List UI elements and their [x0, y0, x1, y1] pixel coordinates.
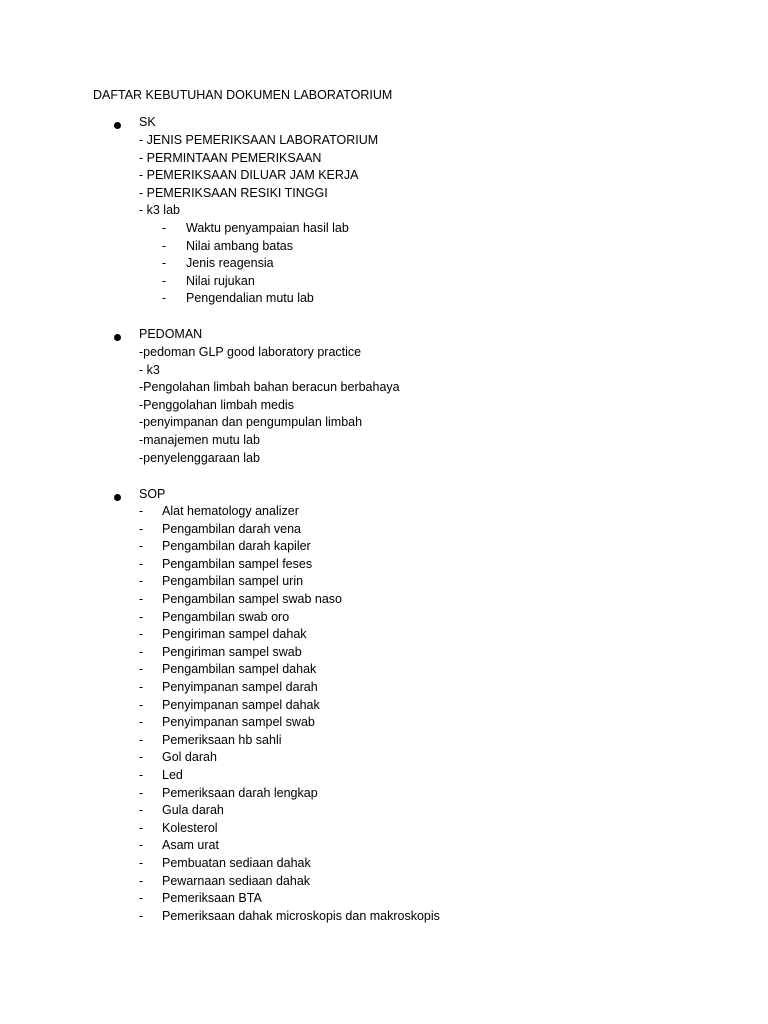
list-dash: - — [139, 908, 144, 923]
sop-list-item: Pengiriman sampel dahak — [162, 627, 307, 642]
sk-sublist-item: Waktu penyampaian hasil lab — [186, 221, 349, 235]
list-dash: - — [139, 680, 144, 694]
list-dash: - — [139, 539, 144, 554]
pedoman-list-item: -penyelenggaraan lab — [139, 450, 260, 465]
sop-list-item: Pemeriksaan hb sahli — [162, 732, 282, 747]
sk-sublist-item: Nilai ambang batas — [186, 238, 294, 253]
sk-sublist-item: Jenis reagensia — [186, 256, 274, 271]
pedoman-list-item: -penyimpanan dan pengumpulan limbah — [139, 415, 363, 430]
sop-list-item: Penyimpanan sampel darah — [162, 680, 318, 694]
sk-list-item: - k3 lab — [139, 203, 180, 218]
list-dash: - — [162, 273, 167, 288]
pedoman-list-item: -pedoman GLP good laboratory practice — [139, 345, 362, 359]
bullet-pedoman — [114, 334, 121, 341]
list-dash: - — [139, 768, 144, 782]
sop-list-item: Pemeriksaan darah lengkap — [162, 785, 318, 800]
sop-list-item: Penyimpanan sampel swab — [162, 715, 315, 730]
sop-list-item: Pengiriman sampel swab — [162, 644, 302, 659]
section-heading-pedoman: PEDOMAN — [139, 327, 203, 341]
list-dash: - — [162, 238, 167, 253]
list-dash: - — [139, 820, 144, 835]
sop-list-item: Pengambilan darah vena — [162, 521, 301, 536]
list-dash: - — [139, 873, 144, 888]
list-dash: - — [139, 521, 144, 536]
list-dash: - — [162, 291, 167, 306]
list-dash: - — [139, 644, 144, 659]
list-dash: - — [139, 785, 144, 800]
list-dash: - — [139, 715, 144, 730]
list-dash: - — [139, 732, 144, 747]
document-title: DAFTAR KEBUTUHAN DOKUMEN LABORATORIUM — [93, 88, 393, 102]
sop-list-item: Pemeriksaan BTA — [162, 891, 262, 906]
sop-list-item: Pewarnaan sediaan dahak — [162, 873, 311, 888]
list-dash: - — [139, 504, 144, 518]
list-dash: - — [162, 221, 167, 235]
sop-list-item: Pengambilan sampel urin — [162, 574, 304, 589]
sk-list-item: - PEMERIKSAAN RESIKI TINGGI — [139, 185, 328, 200]
sop-list-item: Pengambilan sampel swab naso — [162, 592, 342, 606]
sk-list-item: - PEMERIKSAAN DILUAR JAM KERJA — [139, 168, 359, 183]
list-dash: - — [162, 256, 167, 271]
sop-list-item: Alat hematology analizer — [162, 504, 299, 518]
sop-list-item: Pengambilan swab oro — [162, 609, 290, 624]
list-dash: - — [139, 609, 144, 624]
pedoman-list-item: - k3 — [139, 362, 160, 377]
list-dash: - — [139, 592, 144, 606]
bullet-sop — [114, 494, 121, 501]
bullet-sk — [114, 122, 121, 129]
sk-list-item: - JENIS PEMERIKSAAN LABORATORIUM — [139, 133, 379, 147]
sop-list-item: Pembuatan sediaan dahak — [162, 856, 311, 870]
pedoman-list-item: -manajemen mutu lab — [139, 433, 260, 447]
list-dash: - — [139, 750, 144, 765]
sk-list-item: - PERMINTAAN PEMERIKSAAN — [139, 150, 322, 165]
sop-list-item: Led — [162, 768, 183, 782]
sop-list-item: Gol darah — [162, 750, 217, 765]
sk-sublist-item: Pengendalian mutu lab — [186, 291, 314, 306]
list-dash: - — [139, 574, 144, 589]
sop-list-item: Penyimpanan sampel dahak — [162, 697, 320, 712]
list-dash: - — [139, 697, 144, 712]
sop-list-item: Pengambilan darah kapiler — [162, 539, 311, 554]
sk-sublist-item: Nilai rujukan — [186, 273, 255, 288]
sop-list-item: Asam urat — [162, 838, 219, 853]
list-dash: - — [139, 662, 144, 677]
pedoman-list-item: -Pengolahan limbah bahan beracun berbahaya — [139, 380, 400, 395]
list-dash: - — [139, 856, 144, 870]
list-dash: - — [139, 803, 144, 818]
section-heading-sk: SK — [139, 115, 156, 129]
section-heading-sop: SOP — [139, 487, 166, 501]
sop-list-item: Kolesterol — [162, 820, 218, 835]
list-dash: - — [139, 891, 144, 906]
list-dash: - — [139, 838, 144, 853]
pedoman-list-item: -Penggolahan limbah medis — [139, 397, 294, 412]
list-dash: - — [139, 627, 144, 642]
sop-list-item: Pengambilan sampel feses — [162, 556, 313, 571]
sop-list-item: Pemeriksaan dahak microskopis dan makroskopis — [162, 908, 440, 923]
list-dash: - — [139, 556, 144, 571]
sop-list-item: Pengambilan sampel dahak — [162, 662, 317, 677]
sop-list-item: Gula darah — [162, 803, 224, 818]
